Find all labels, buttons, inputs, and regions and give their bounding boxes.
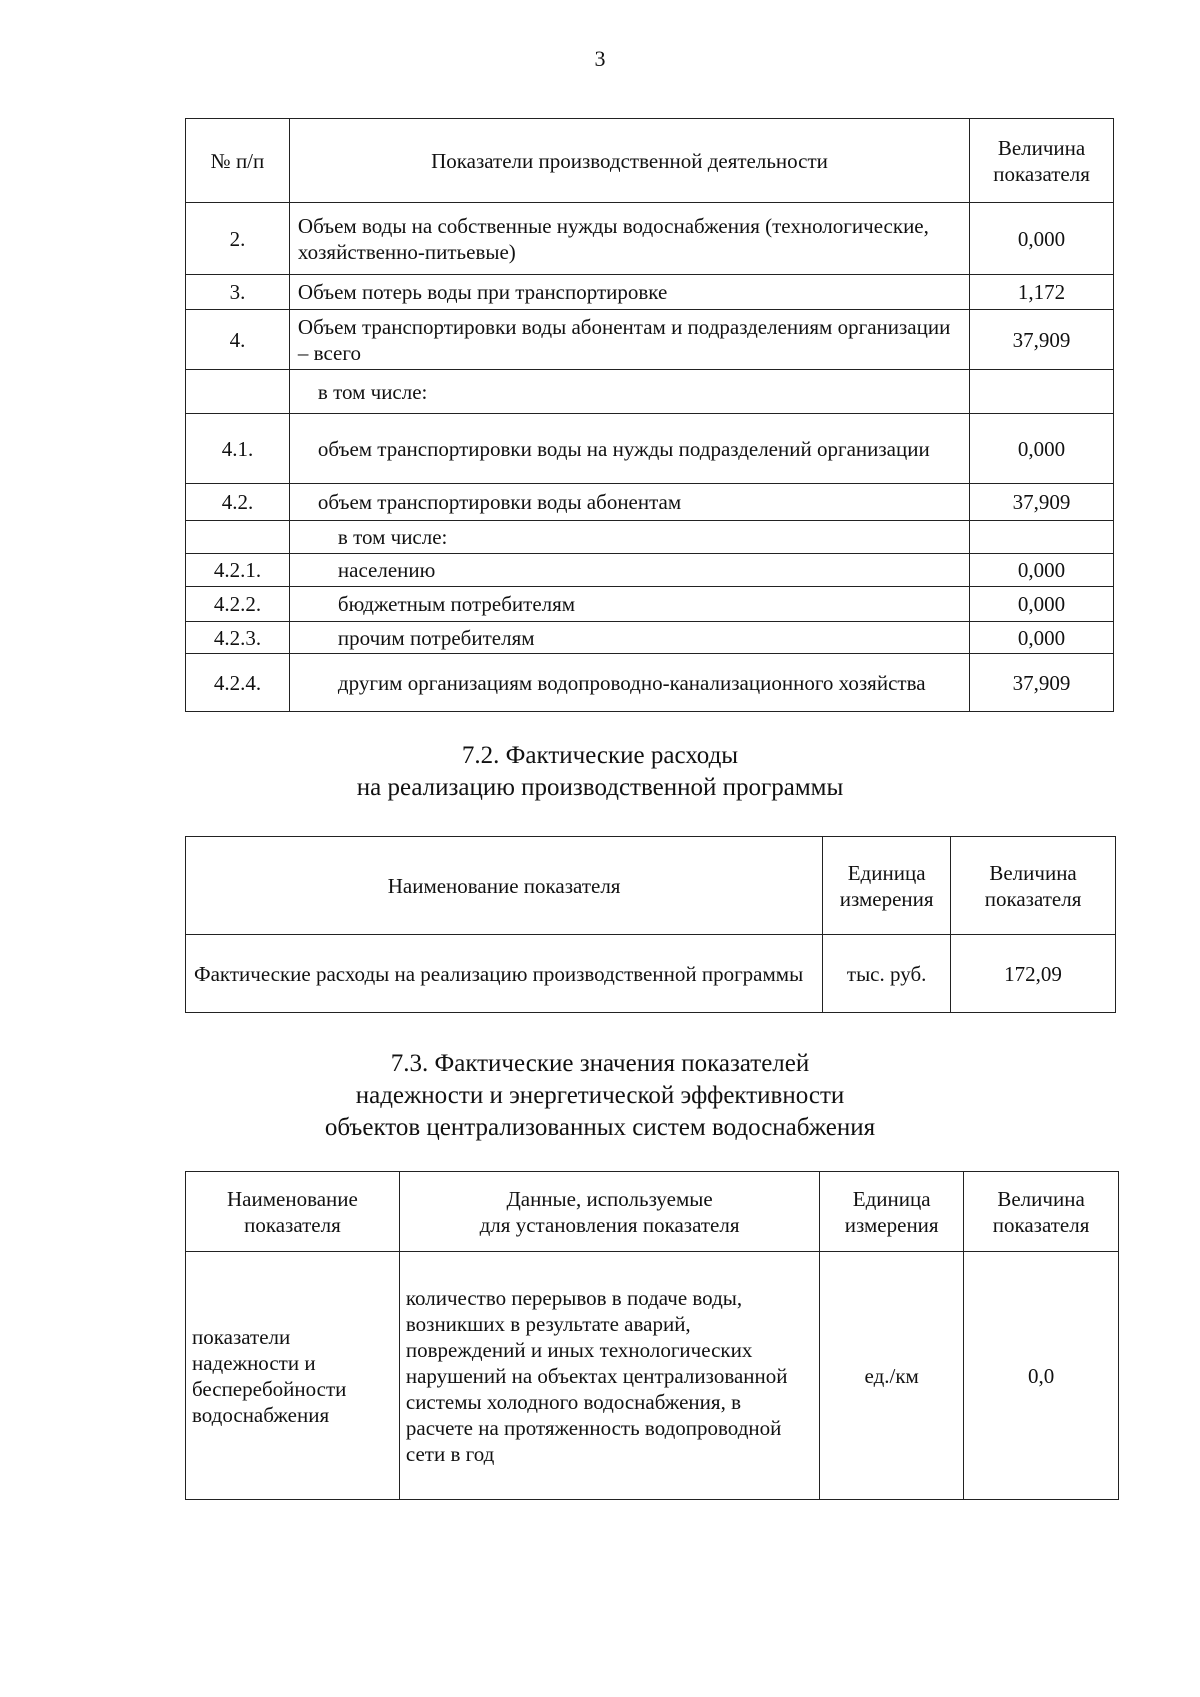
header-value <box>951 837 1116 935</box>
row-num: 4. <box>186 310 290 370</box>
header-unit-line2: измерения <box>839 886 934 911</box>
actual-expenses-table <box>185 836 1116 1013</box>
header-value-line2: показателя <box>984 886 1082 911</box>
row-num: 3. <box>186 275 290 310</box>
row-data: количество перерывов в подаче воды, возникших в результате аварий, повреждений и иных технологических нарушений на объектах централизованной системы холодного водоснабжения, в расчете на протяженность водопроводной сети в год <box>399 1252 819 1500</box>
header-unit <box>823 837 951 935</box>
row-unit: тыс. руб. <box>823 935 951 1013</box>
row-value: 172,09 <box>951 935 1116 1013</box>
section-7-3-title-line3: объектов централизованных систем водоснабжения <box>324 1114 876 1141</box>
header-value-line1: Величина <box>997 1186 1085 1211</box>
row-name: в том числе: <box>289 370 969 414</box>
header-data-line2: для установления показателя <box>479 1212 740 1237</box>
row-name: объем транспортировки воды на нужды подразделений организации <box>289 414 969 484</box>
header-name-line1: Наименование <box>227 1186 358 1211</box>
row-name: бюджетным потребителям <box>289 587 969 622</box>
header-value-line1: Величина <box>989 860 1077 885</box>
section-7-3-title-line2: надежности и энергетической эффективности <box>355 1082 845 1109</box>
row-value <box>970 370 1114 414</box>
section-7-2-title-line1: 7.2. Фактические расходы <box>461 742 739 769</box>
row-num: 2. <box>186 203 290 275</box>
row-value: 37,909 <box>970 310 1114 370</box>
section-7-2-title-line2: на реализацию производственной программы <box>356 774 844 801</box>
row-name: в том числе: <box>289 521 969 554</box>
header-indicator-name <box>186 1172 400 1252</box>
row-num <box>186 370 290 414</box>
table-row <box>186 414 1114 484</box>
row-name: прочим потребителям <box>289 622 969 654</box>
row-name: Объем транспортировки воды абонентам и подразделениям организации – всего <box>289 310 969 370</box>
production-indicators-table <box>185 118 1114 712</box>
row-value: 0,000 <box>970 622 1114 654</box>
row-name: Фактические расходы на реализацию производственной программы <box>186 935 823 1013</box>
table-row <box>186 654 1114 712</box>
table-row <box>186 521 1114 554</box>
table-row <box>186 935 1116 1013</box>
table-row <box>186 622 1114 654</box>
header-value-line2: показателя <box>992 1212 1090 1237</box>
header-value <box>964 1172 1119 1252</box>
row-value: 0,0 <box>964 1252 1119 1500</box>
header-data <box>399 1172 819 1252</box>
row-name: Объем воды на собственные нужды водоснабжения (технологические, хозяйственно-питьевые) <box>289 203 969 275</box>
row-num: 4.2.2. <box>186 587 290 622</box>
section-7-3-title <box>0 1048 1200 1144</box>
row-name: показатели надежности и бесперебойности водоснабжения <box>186 1252 400 1500</box>
row-unit: ед./км <box>820 1252 964 1500</box>
header-data-line1: Данные, используемые <box>506 1186 713 1211</box>
row-num: 4.2.1. <box>186 554 290 587</box>
row-value: 0,000 <box>970 203 1114 275</box>
row-num: 4.2.3. <box>186 622 290 654</box>
row-name: объем транспортировки воды абонентам <box>289 484 969 521</box>
header-unit-line2: измерения <box>844 1212 939 1237</box>
row-num: 4.2.4. <box>186 654 290 712</box>
row-value <box>970 521 1114 554</box>
header-value <box>970 119 1114 203</box>
row-value: 1,172 <box>970 275 1114 310</box>
row-value: 37,909 <box>970 654 1114 712</box>
row-num: 4.2. <box>186 484 290 521</box>
page-number: 3 <box>594 46 606 71</box>
row-value: 37,909 <box>970 484 1114 521</box>
row-name: другим организациям водопроводно-канализационного хозяйства <box>289 654 969 712</box>
header-indicator-name: Наименование показателя <box>186 837 823 935</box>
table-row <box>186 275 1114 310</box>
table-row <box>186 203 1114 275</box>
table-row <box>186 587 1114 622</box>
table-row <box>186 1252 1119 1500</box>
section-7-2-title <box>0 740 1200 804</box>
table-row <box>186 484 1114 521</box>
header-value-line1: Величина <box>997 135 1086 160</box>
row-name: Объем потерь воды при транспортировке <box>289 275 969 310</box>
table-row <box>186 310 1114 370</box>
reliability-indicators-table <box>185 1171 1119 1500</box>
row-num: 4.1. <box>186 414 290 484</box>
header-name-line2: показателя <box>244 1212 341 1237</box>
table-row <box>186 554 1114 587</box>
row-value: 0,000 <box>970 587 1114 622</box>
row-name: населению <box>289 554 969 587</box>
row-num <box>186 521 290 554</box>
header-unit-line1: Единица <box>847 860 926 885</box>
section-7-3-title-line1: 7.3. Фактические значения показателей <box>390 1050 810 1077</box>
table-row <box>186 370 1114 414</box>
header-unit <box>820 1172 964 1252</box>
header-value-line2: показателя <box>993 161 1090 186</box>
row-value: 0,000 <box>970 414 1114 484</box>
header-unit-line1: Единица <box>852 1186 931 1211</box>
header-num: № п/п <box>186 119 290 203</box>
row-value: 0,000 <box>970 554 1114 587</box>
header-indicator-name: Показатели производственной деятельности <box>289 119 969 203</box>
